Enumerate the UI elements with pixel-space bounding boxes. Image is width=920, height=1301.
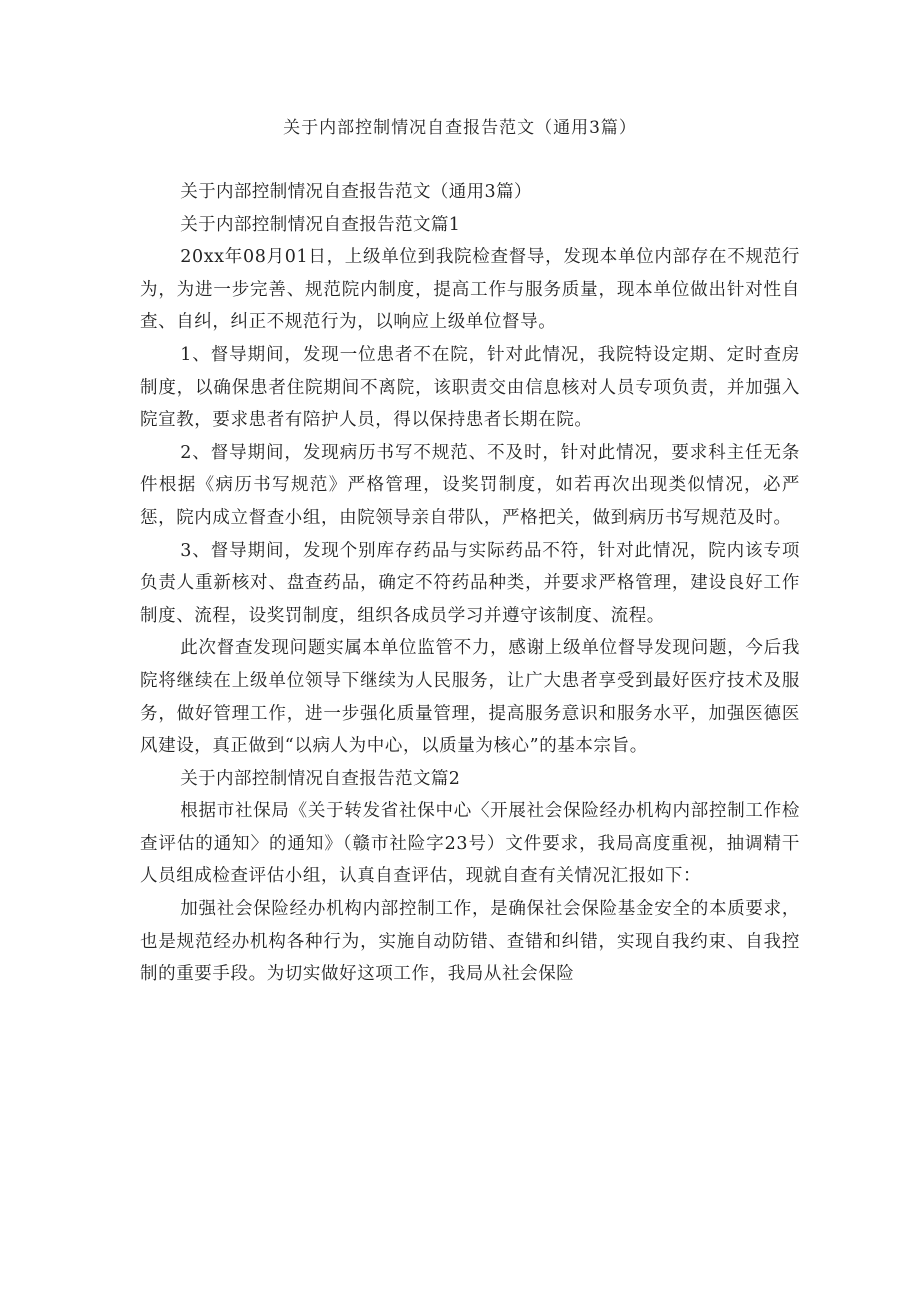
paragraph-item-3: 3、督导期间，发现个别库存药品与实际药品不符，针对此情况，院内该专项负责人重新核对、盘查药品，确定不符药品种类，并要求严格管理，建设良好工作制度、流程，设奖罚制度，组织各成员学习并遵守该制度、流程。 <box>140 540 800 626</box>
section-heading-2: 关于内部控制情况自查报告范文篇2 <box>180 768 461 789</box>
section-heading-1: 关于内部控制情况自查报告范文篇1 <box>180 214 461 235</box>
paragraph-item-2: 2、督导期间，发现病历书写不规范、不及时，针对此情况，要求科主任无条件根据《病历书写规范》严格管理，设奖罚制度，如若再次出现类似情况，必严惩，院内成立督查小组，由院领导亲自带队，严格把关，做到病历书写规范及时。 <box>140 442 800 528</box>
paragraph-item-1: 1、督导期间，发现一位患者不在院，针对此情况，我院特设定期、定时查房制度，以确保患者住院期间不离院，该职责交由信息核对人员专项负责，并加强入院宣教，要求患者有陪护人员，得以保持患者长期在院。 <box>140 344 800 431</box>
paragraph-section2-body: 加强社会保险经办机构内部控制工作，是确保社会保险基金安全的本质要求，也是规范经办机构各种行为，实施自动防错、查错和纠错，实现自我约束、自我控制的重要手段。为切实做好这项工作，我局从社会保险 <box>140 899 800 985</box>
subtitle-line: 关于内部控制情况自查报告范文（通用3篇） <box>180 182 532 202</box>
paragraph-intro: 20xx年08月01日，上级单位到我院检查督导，发现本单位内部存在不规范行为，为进一步完善、规范院内制度，提高工作与服务质量，现本单位做出针对性自查、自纠，纠正不规范行为，以响应上级单位督导。 <box>140 247 800 333</box>
paragraph-conclusion: 此次督查发现问题实属本单位监管不力，感谢上级单位督导发现问题，今后我院将继续在上级单位领导下继续为人民服务，让广大患者享受到最好医疗技术及服务，做好管理工作，进一步强化质量管理，提高服务意识和服务水平，加强医德医风建设，真正做到“以病人为中心，以质量为核心”的基本宗旨。 <box>140 638 800 757</box>
paragraph-section2-intro: 根据市社保局《关于转发省社保中心〈开展社会保险经办机构内部控制工作检查评估的通知〉的通知》（赣市社险字23号）文件要求，我局高度重视，抽调精干人员组成检查评估小组，认真自查评估，现就自查有关情况汇报如下： <box>140 801 800 887</box>
document-body <box>140 176 800 991</box>
document-title: 关于内部控制情况自查报告范文（通用3篇） <box>283 118 637 138</box>
